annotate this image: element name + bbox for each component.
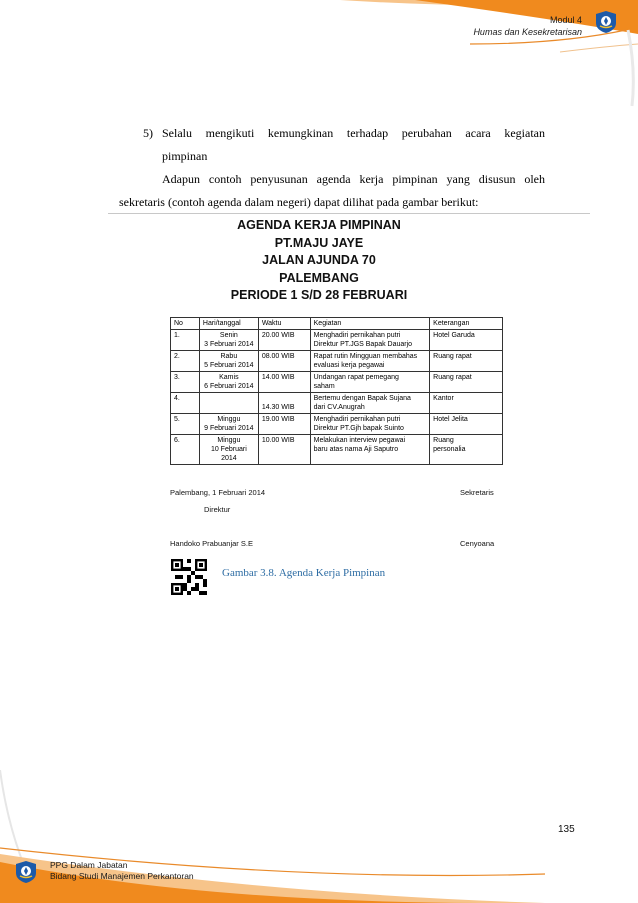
activity-line: Melakukan interview pegawai	[313, 437, 406, 444]
activity-line: baru atas nama Aji Saputro	[313, 446, 399, 453]
paragraph-line2: sekretaris (contoh agenda dalam negeri) dapat dilihat pada gambar berikut:	[119, 195, 479, 209]
activity-line: saham	[313, 383, 335, 390]
row-note: Ruang rapat	[430, 372, 503, 393]
column-header: Keterangan	[430, 318, 503, 330]
note-line: personalia	[433, 446, 466, 453]
row-activity	[310, 372, 430, 393]
agenda-table	[170, 317, 503, 465]
column-header: Hari/tanggal	[199, 318, 258, 330]
day: Minggu	[217, 437, 241, 444]
row-activity	[310, 330, 430, 351]
signer-role-left: Direktur	[204, 505, 231, 514]
activity-line: Direktur PT.Gjh bapak Suinto	[313, 425, 404, 432]
company-name: PT.MAJU JAYE	[274, 235, 364, 250]
note-line: Ruang	[433, 437, 454, 444]
tut-wuri-handayani-logo-icon	[14, 860, 38, 884]
column-header: No	[171, 318, 200, 330]
row-note: Kantor	[430, 393, 503, 414]
signer-name-right: Cenyoana	[460, 539, 495, 548]
row-note: Hotel Garuda	[430, 330, 503, 351]
row-note: Ruang rapat	[430, 351, 503, 372]
footer-decoration	[0, 770, 638, 903]
column-header: Waktu	[258, 318, 310, 330]
day: Senin	[219, 332, 238, 339]
figure-divider	[108, 213, 590, 214]
activity-line: Undangan rapat pemegang	[313, 374, 399, 381]
activity-line: evaluasi kerja pegawai	[313, 362, 385, 369]
row-activity	[310, 393, 430, 414]
row-time	[258, 393, 310, 414]
module-label: Modul 4	[549, 15, 582, 25]
activity-line: Menghadiri pernikahan putri	[313, 332, 401, 339]
row-day-date	[199, 414, 258, 435]
table-row	[171, 330, 503, 351]
row-number: 4.	[171, 393, 200, 414]
row-time: 20.00 WIB	[258, 330, 310, 351]
signer-role-right: Sekretaris	[460, 488, 494, 497]
row-note	[430, 435, 503, 465]
row-day-date	[199, 351, 258, 372]
date: 5 Februari 2014	[204, 362, 254, 369]
date: 10 Februari	[210, 446, 247, 453]
date: 2014	[221, 455, 237, 462]
module-subtitle: Humas dan Kesekretarisan	[473, 27, 582, 37]
date: 6 Februari 2014	[204, 383, 254, 390]
footer-program: PPG Dalam Jabatan	[50, 860, 128, 870]
row-time: 19.00 WIB	[258, 414, 310, 435]
header-text	[473, 14, 582, 38]
row-time: 10.00 WIB	[258, 435, 310, 465]
company-city: PALEMBANG	[279, 270, 359, 285]
table-row	[171, 372, 503, 393]
company-address: JALAN AJUNDA 70	[262, 253, 376, 267]
day: Rabu	[220, 353, 238, 360]
row-day-date	[199, 330, 258, 351]
signer-name-left: Handoko Prabuanjar S.E	[170, 539, 253, 548]
paragraph-line1: Adapun contoh penyusunan agenda kerja pimpinan yang disusun oleh	[162, 172, 545, 186]
activity-line: Rapat rutin Mingguan membahas	[313, 353, 418, 360]
date: 9 Februari 2014	[204, 425, 254, 432]
agenda-period: PERIODE 1 S/D 28 FEBRUARI	[230, 288, 408, 302]
activity-line: Menghadiri pernikahan putri	[313, 416, 401, 423]
row-number: 3.	[171, 372, 200, 393]
row-number: 6.	[171, 435, 200, 465]
row-number: 5.	[171, 414, 200, 435]
table-row	[171, 414, 503, 435]
row-number: 1.	[171, 330, 200, 351]
tut-wuri-handayani-logo-icon	[594, 10, 618, 34]
table-row	[171, 435, 503, 465]
time: 14.30 WIB	[261, 404, 295, 411]
row-day-date	[199, 393, 258, 414]
footer-field: Bidang Studi Manajemen Perkantoran	[50, 871, 194, 881]
table-row	[171, 393, 503, 414]
table-row	[171, 351, 503, 372]
table-header-row	[171, 318, 503, 330]
row-note: Hotel Jelita	[430, 414, 503, 435]
row-number: 2.	[171, 351, 200, 372]
row-activity	[310, 351, 430, 372]
activity-line: Direktur PT.JGS Bapak Dauarjo	[313, 341, 413, 348]
day: Kamis	[219, 374, 239, 381]
row-activity	[310, 435, 430, 465]
row-time: 08.00 WIB	[258, 351, 310, 372]
activity-line: Bertemu dengan Bapak Sujana	[313, 395, 411, 402]
list-item-5-line2: pimpinan	[162, 149, 208, 163]
row-day-date	[199, 435, 258, 465]
row-day-date	[199, 372, 258, 393]
list-item-5: 5)	[143, 126, 153, 140]
date: 3 Februari 2014	[204, 341, 254, 348]
figure-caption: Gambar 3.8. Agenda Kerja Pimpinan	[222, 567, 386, 579]
row-activity	[310, 414, 430, 435]
page-number: 135	[558, 824, 575, 835]
day: Minggu	[217, 416, 241, 423]
agenda-title-block	[0, 217, 638, 305]
list-item-5-line1: Selalu mengikuti kemungkinan terhadap perubahan acara kegiatan	[162, 126, 545, 140]
place-date: Palembang, 1 Februari 2014	[170, 488, 266, 497]
activity-line: dari CV.Anugrah	[313, 404, 365, 411]
row-time: 14.00 WIB	[258, 372, 310, 393]
column-header: Kegiatan	[310, 318, 430, 330]
footer-text	[50, 860, 194, 882]
agenda-title: AGENDA KERJA PIMPINAN	[237, 218, 401, 232]
qr-code-icon	[171, 559, 207, 595]
